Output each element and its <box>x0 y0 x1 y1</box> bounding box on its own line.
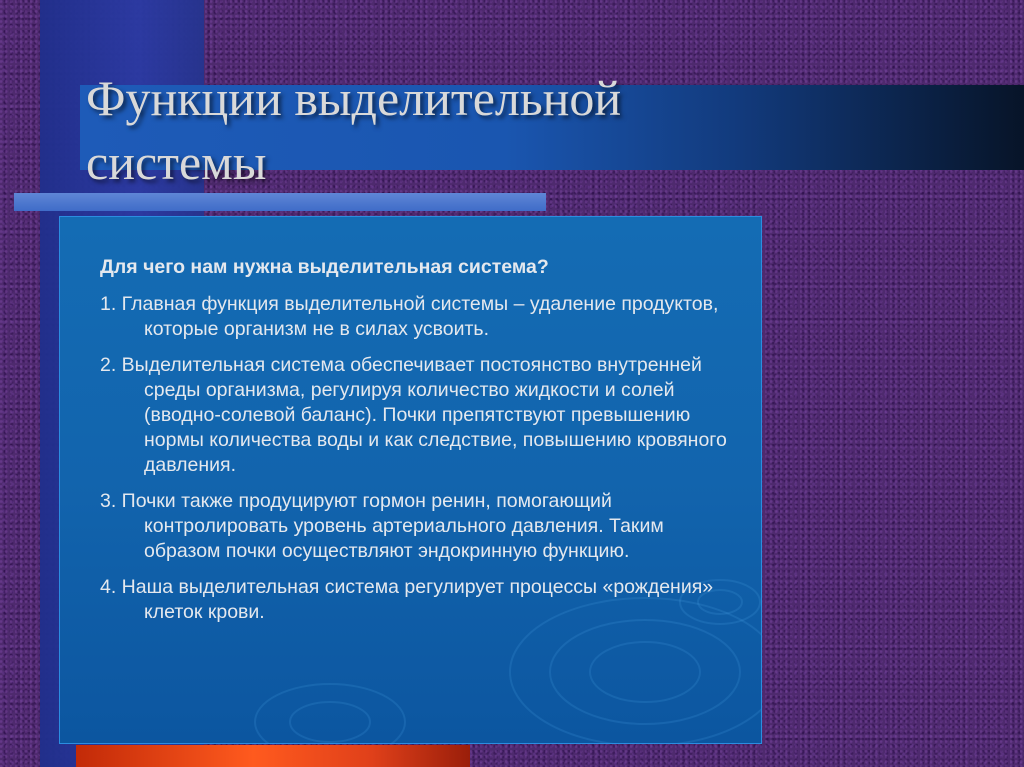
list-item: 3. Почки также продуцируют гормон ренин, помогающий контролировать уровень артериального давления. Таким образом почки осуществляют эндокринную функцию. <box>100 490 664 562</box>
list-item: 4. Наша выделительная система регулирует процессы «рождения» клеток крови. <box>100 576 714 623</box>
list-item: 2. Выделительная система обеспечивает постоянство внутренней среды организма, регулируя количество жидкости и солей (вводно-солевой баланс). Почки препятствуют превышению нормы количества воды и как следствие, повышению кровяного давления. <box>100 354 727 476</box>
content-text <box>100 255 740 636</box>
list-item: 1. Главная функция выделительной системы – удаление продуктов, которые организм не в силах усвоить. <box>100 293 719 340</box>
slide-title: Функции выделительной системы <box>86 70 622 190</box>
decor-light-line <box>14 193 546 211</box>
content-box <box>59 216 762 744</box>
question-heading: Для чего нам нужна выделительная система? <box>100 256 549 278</box>
decor-bottom-bar <box>76 745 470 767</box>
